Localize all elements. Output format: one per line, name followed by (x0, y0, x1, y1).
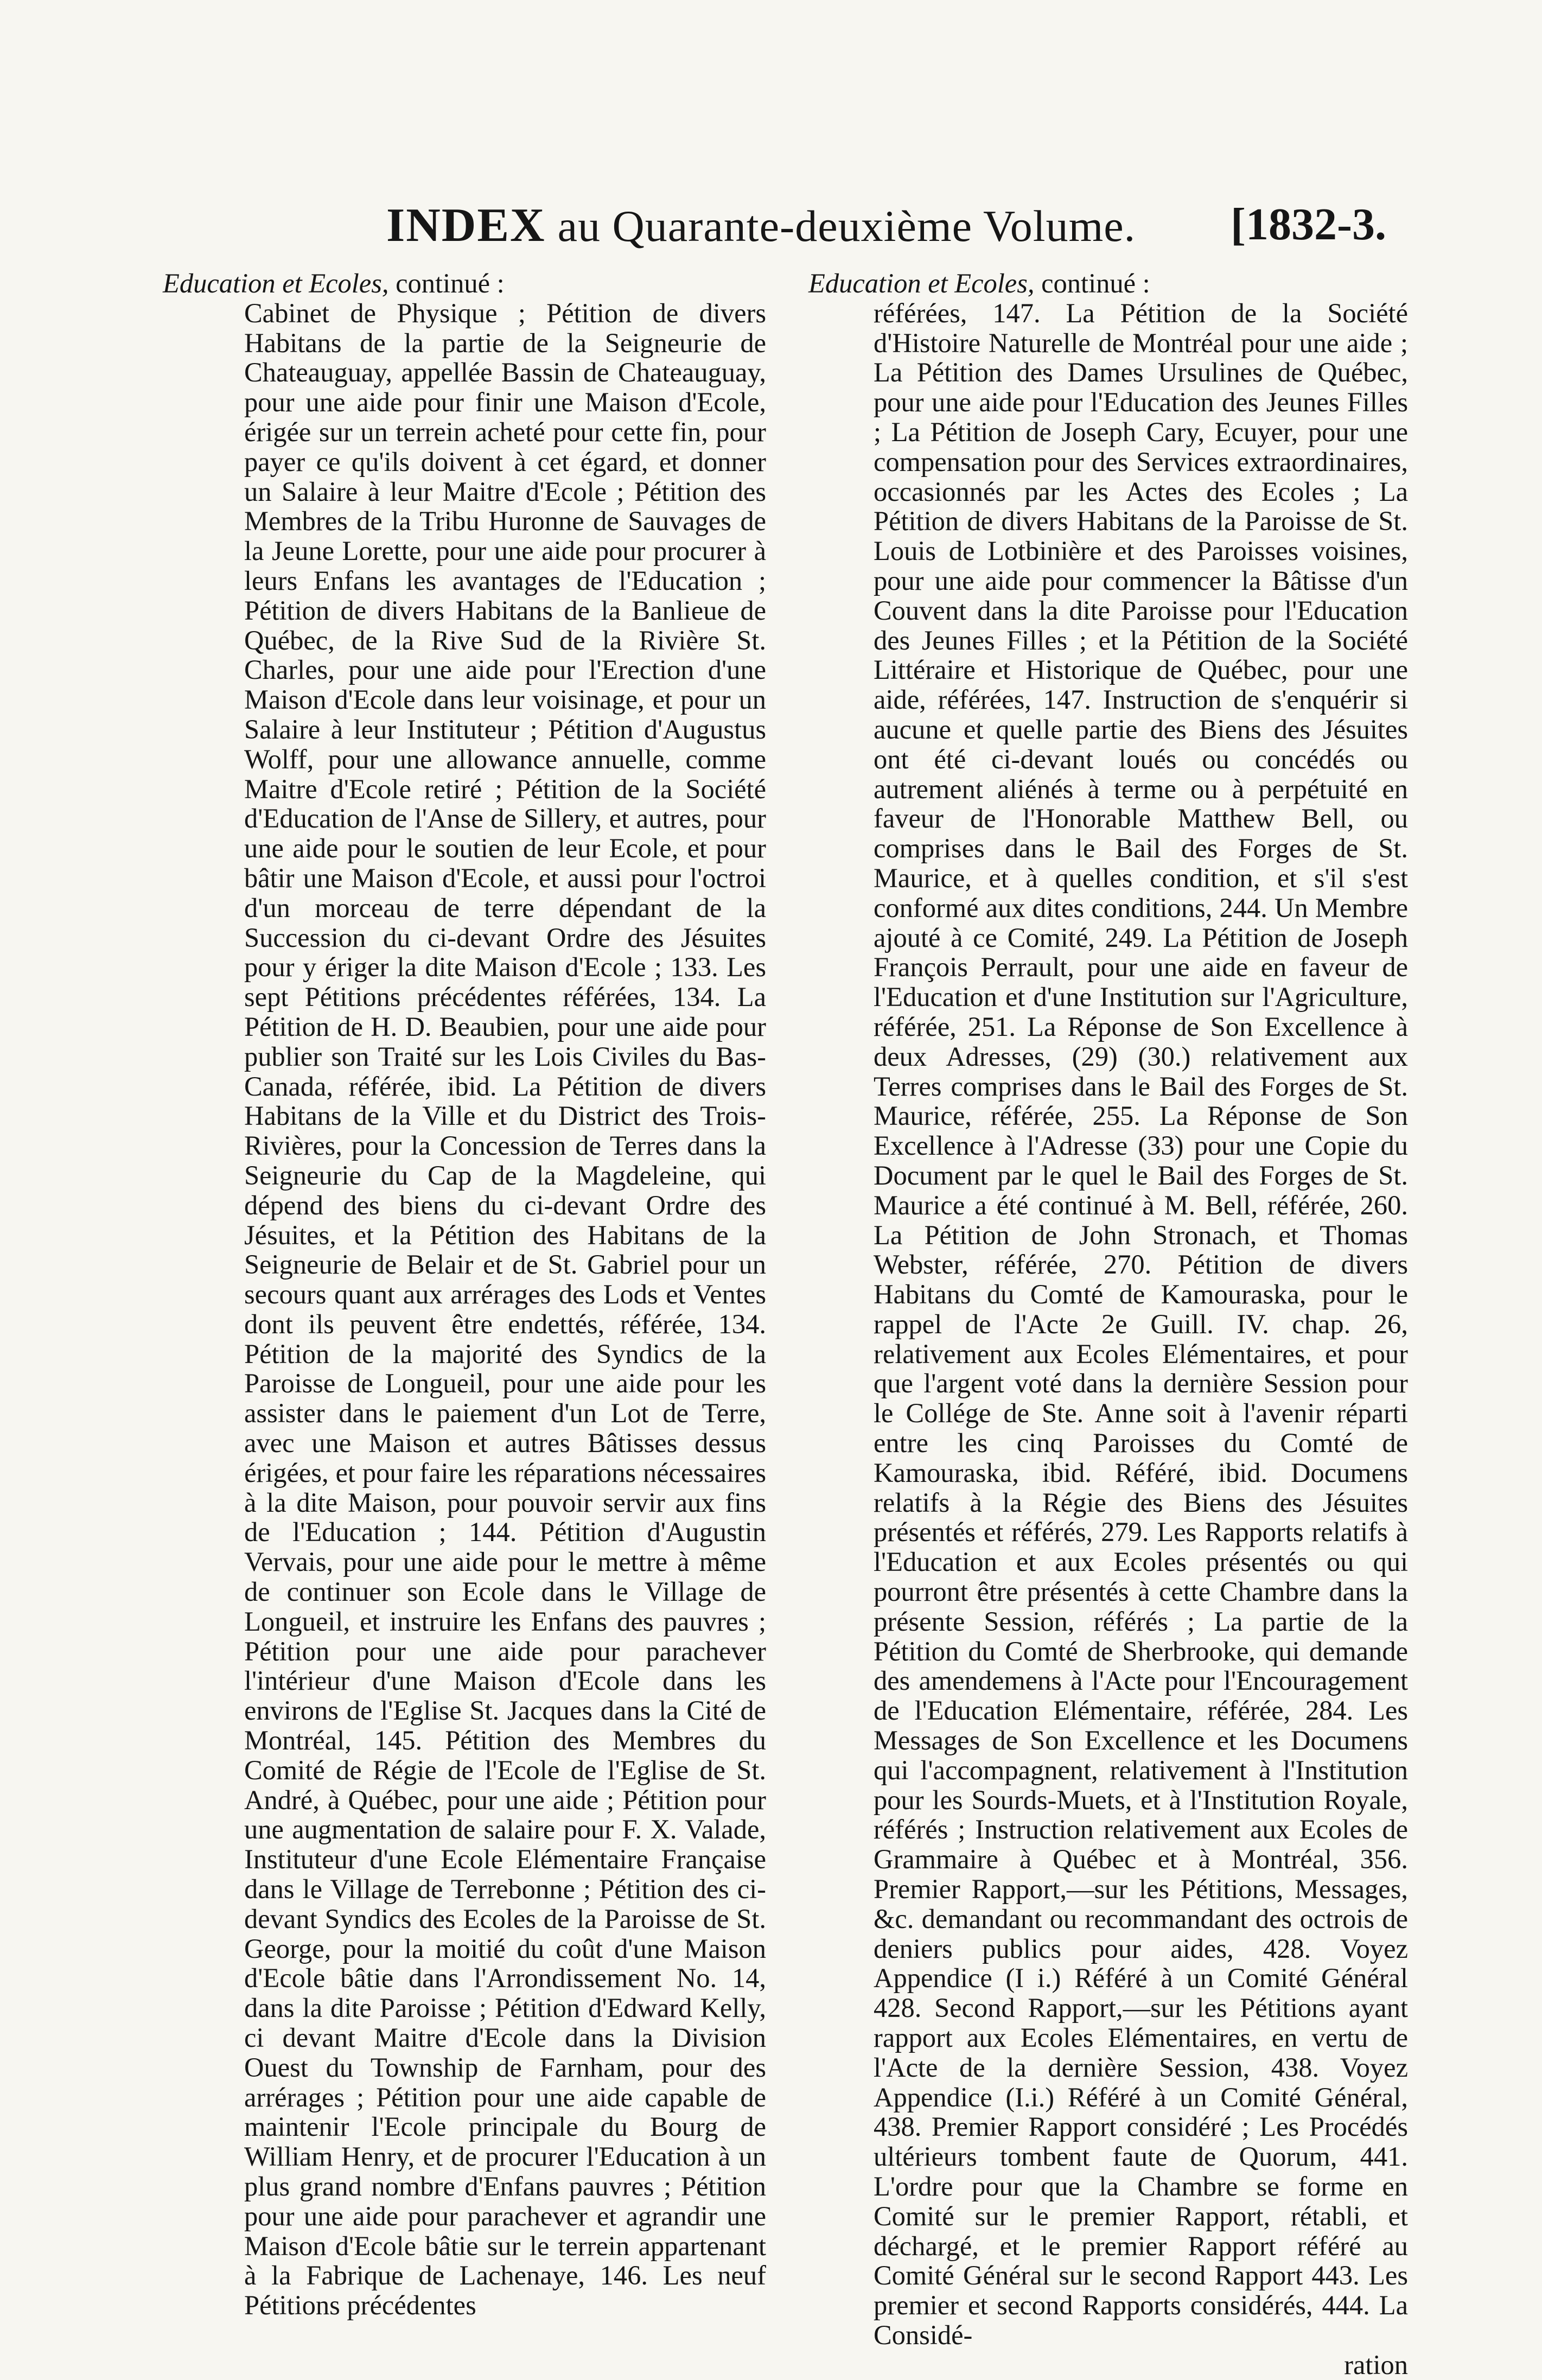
page-header (0, 198, 1542, 258)
continued-label: continué : (396, 268, 505, 298)
continued-label: continué : (1041, 268, 1150, 298)
entry-body: Cabinet de Physique ; Pétition de divers Habitans de la partie de la Seigneurie de Chateauguay, appellée Bassin de Chateauguay, pour une aide pour finir une Maison d'Ecole, érigée sur un terrein acheté pour cette fin, pour payer ce qu'ils doivent à cet égard, et donner un Salaire à leur Maitre d'Ecole ; Pétition des Membres de la Tribu Huronne de Sauvages de la Jeune Lorette, pour une aide pour procurer à leurs Enfans les avantages de l'Education ; Pétition de divers Habitans de la Banlieue de Québec, de la Rive Sud de la Rivière St. Charles, pour une aide pour l'Erection d'une Maison d'Ecole dans leur voisinage, et pour un Salaire à leur Instituteur ; Pétition d'Augustus Wolff, pour une allowance annuelle, comme Maitre d'Ecole retiré ; Pétition de la Société d'Education de l'Anse de Sillery, et autres, pour une aide pour le soutien de leur Ecole, et pour bâtir une Maison d'Ecole, et aussi pour l'octroi d'un morceau de terre dépendant de la Succession du ci-devant Ordre des Jésuites pour y ériger la dite Maison d'Ecole ; 133. Les sept Pétitions précédentes référées, 134. La Pétition de H. D. Beaubien, pour une aide pour publier son Traité sur les Lois Civiles du Bas-Canada, référée, ibid. La Pétition de divers Habitans de la Ville et du District des Trois-Rivières, pour la Concession de Terres dans la Seigneurie du Cap de la Magdeleine, qui dépend des biens du ci-devant Ordre des Jésuites, et la Pétition des Habitans de la Seigneurie de Belair et de St. Gabriel pour un secours quant aux arrérages des Lods et Ventes dont ils peuvent être endettés, référée, 134. Pétition de la majorité des Syndics de la Paroisse de Longueil, pour une aide pour les assister dans le paiement d'un Lot de Terre, avec une Maison et autres Bâtisses dessus érigées, et pour faire les réparations nécessaires à la dite Maison, pour pouvoir servir aux fins de l'Education ; 144. Pétition d'Augustin Vervais, pour une aide pour le mettre à même de continuer son Ecole dans le Village de Longueil, et instruire les Enfans des pauvres ; Pétition pour une aide pour parachever l'intérieur d'une Maison d'Ecole dans les environs de l'Eglise St. Jacques dans la Cité de Montréal, 145. Pétition des Membres du Comité de Régie de l'Ecole de l'Eglise de St. André, à Québec, pour une aide ; Pétition pour une augmentation de salaire pour F. X. Valade, Instituteur d'une Ecole Elémentaire Française dans le Village de Terrebonne ; Pétition des ci-devant Syndics des Ecoles de la Paroisse de St. George, pour la moitié du coût d'une Maison d'Ecole bâtie dans l'Arrondissement No. 14, dans la dite Paroisse ; Pétition d'Edward Kelly, ci devant Maitre d'Ecole dans la Division Ouest du Township de Farnham, pour des arrérages ; Pétition pour une aide capable de maintenir l'Ecole principale du Bourg de William Henry, et de procurer l'Education à un plus grand nombre d'Enfans pauvres ; Pétition pour une aide pour parachever et agrandir une Maison d'Ecole bâtie sur le terrein appartenant à la Fabrique de Lachenaye, 146. Les neuf Pétitions précédentes (244, 297, 766, 2321)
entry-heading-text: Education et Ecoles, (163, 268, 389, 298)
title-index-word: INDEX (386, 199, 546, 252)
entry-heading-text: Education et Ecoles, (808, 268, 1035, 298)
catchword: ration (1344, 2349, 1408, 2380)
entry-heading (163, 269, 766, 298)
title-volume-text: au Quarante-deuxième Volume. (557, 201, 1136, 251)
right-column (808, 269, 1408, 2380)
page-title (386, 198, 1136, 253)
entry-heading (808, 269, 1408, 298)
left-column (163, 268, 766, 2321)
year-range: [1832-3. (1231, 199, 1386, 250)
entry-body: référées, 147. La Pétition de la Société d'Histoire Naturelle de Montréal pour une aide ; La Pétition des Dames Ursulines de Québec, pour une aide pour l'Education des Jeunes Filles ; La Pétition de Joseph Cary, Ecuyer, pour une compensation pour des Services extraordinaires, occasionnés par les Actes des Ecoles ; La Pétition de divers Habitans de la Paroisse de St. Louis de Lotbinière et des Paroisses voisines, pour une aide pour commencer la Bâtisse d'un Couvent dans la dite Paroisse pour l'Education des Jeunes Filles ; et la Pétition de la Société Littéraire et Historique de Québec, pour une aide, référées, 147. Instruction de s'enquérir si aucune et quelle partie des Biens des Jésuites ont été ci-devant loués ou concédés ou autrement aliénés à terme ou à perpétuité en faveur de l'Honorable Matthew Bell, ou comprises dans le Bail des Forges de St. Maurice, et à quelles condition, et s'il s'est conformé aux dites conditions, 244. Un Membre ajouté à ce Comité, 249. La Pétition de Joseph François Perrault, pour une aide en faveur de l'Education et d'une Institution sur l'Agriculture, référée, 251. La Réponse de Son Excellence à deux Adresses, (29) (30.) relativement aux Terres comprises dans le Bail des Forges de St. Maurice, référée, 255. La Réponse de Son Excellence à l'Adresse (33) pour une Copie du Document par le quel le Bail des Forges de St. Maurice a été continué à M. Bell, référée, 260. La Pétition de John Stronach, et Thomas Webster, référée, 270. Pétition de divers Habitans du Comté de Kamouraska, pour le rappel de l'Acte 2e Guill. IV. chap. 26, relativement aux Ecoles Elémentaires, et pour que l'argent voté dans la dernière Session pour le Collége de Ste. Anne soit à l'avenir réparti entre les cinq Paroisses du Comté de Kamouraska, ibid. Référé, ibid. Documens relatifs à la Régie des Biens des Jésuites présentés et référés, 279. Les Rapports relatifs à l'Education et aux Ecoles présentés ou qui pourront être présentés à cette Chambre dans la présente Session, référés ; La partie de la Pétition du Comté de Sherbrooke, qui demande des amendemens à l'Acte pour l'Encouragement de l'Education Elémentaire, référée, 284. Les Messages de Son Excellence et les Documens qui l'accompagnent, relativement à l'Institution pour les Sourds-Muets, et à l'Institution Royale, référés ; Instruction relativement aux Ecoles de Grammaire à Québec et à Montréal, 356. Premier Rapport,—sur les Pétitions, Messages, &c. demandant ou recommandant des octrois de deniers publics pour aides, 428. Voyez Appendice (I i.) Référé à un Comité Général 428. Second Rapport,—sur les Pétitions ayant rapport aux Ecoles Elémentaires, en vertu de l'Acte de la dernière Session, 438. Voyez Appendice (I.i.) Référé à un Comité Général, 438. Premier Rapport considéré ; Les Procédés ultérieurs tombent faute de Quorum, 441. L'ordre pour que la Chambre se forme en Comité sur le premier Rapport, rétabli, et déchargé, et le premier Rapport référé au Comité Général sur le second Rapport 443. Les premier et second Rapports considérés, 444. La Considé- (874, 297, 1408, 2350)
